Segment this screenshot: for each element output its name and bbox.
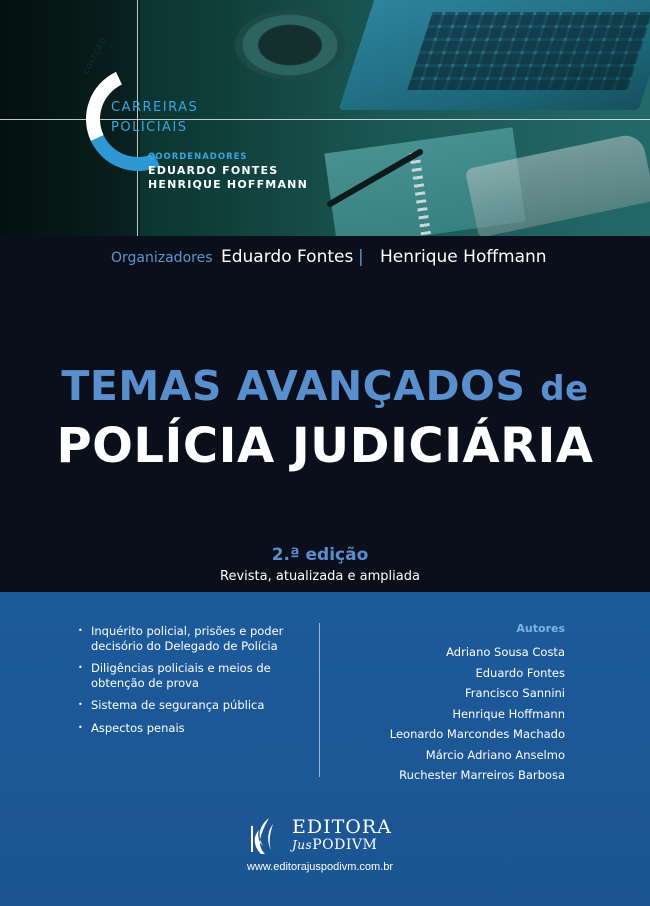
topic-item: • Inquérito policial, prisões e poder decisório do Delegado de Polícia — [78, 624, 298, 653]
organizer-name: Henrique Hoffmann — [380, 247, 547, 267]
publisher-logo — [247, 816, 397, 856]
bottom-panel — [0, 592, 650, 906]
topic-item: • Diligências policiais e meios de obtenção de prova — [78, 661, 298, 690]
column-divider — [319, 623, 320, 777]
publisher-name-line-1: EDITORA — [292, 816, 392, 838]
topic-item: • Aspectos penais — [78, 721, 298, 736]
author-name: Márcio Adriano Anselmo — [425, 747, 565, 762]
topics-list — [78, 624, 298, 743]
coordinator-name: EDUARDO FONTES — [148, 164, 279, 177]
organizer-name: Eduardo Fontes — [221, 247, 354, 267]
cover-photo — [0, 0, 650, 236]
series-collection-label: COLEÇÃO — [82, 36, 109, 76]
author-name: Henrique Hoffmann — [452, 706, 565, 721]
topic-item: • Sistema de segurança pública — [78, 698, 298, 713]
coffee-cup-image — [235, 10, 345, 80]
flame-logo-icon — [247, 816, 283, 856]
author-name: Ruchester Marreiros Barbosa — [399, 768, 565, 782]
author-name: Adriano Sousa Costa — [446, 645, 565, 659]
organizers-separator: | — [358, 247, 364, 267]
organizers-label: Organizadores — [111, 250, 213, 266]
book-title-connector: de — [540, 369, 589, 409]
publisher-name-line-2: JusPODIVM — [292, 837, 378, 853]
series-title-line-1: CARREIRAS — [111, 100, 199, 115]
publisher-website: www.editorajuspodivm.com.br — [246, 861, 394, 873]
book-title-line-2: POLÍCIA JUDICIÁRIA — [56, 418, 594, 474]
author-name: Leonardo Marcondes Machado — [389, 727, 565, 741]
authors-label: Autores — [516, 622, 565, 635]
authors-list — [390, 642, 565, 786]
author-name: Francisco Sannini — [465, 686, 565, 700]
series-title-line-2: POLICIAIS — [111, 120, 188, 135]
edition-note: Revista, atualizada e ampliada — [220, 569, 420, 584]
book-title-line-1: TEMAS AVANÇADOS de — [61, 362, 589, 410]
organizers-line — [0, 247, 650, 271]
edition-number: 2.ª edição — [271, 545, 369, 565]
author-name: Eduardo Fontes — [475, 665, 565, 680]
coordinators-label: COORDENADORES — [148, 152, 248, 162]
coordinator-name: HENRIQUE HOFFMANN — [148, 178, 308, 191]
